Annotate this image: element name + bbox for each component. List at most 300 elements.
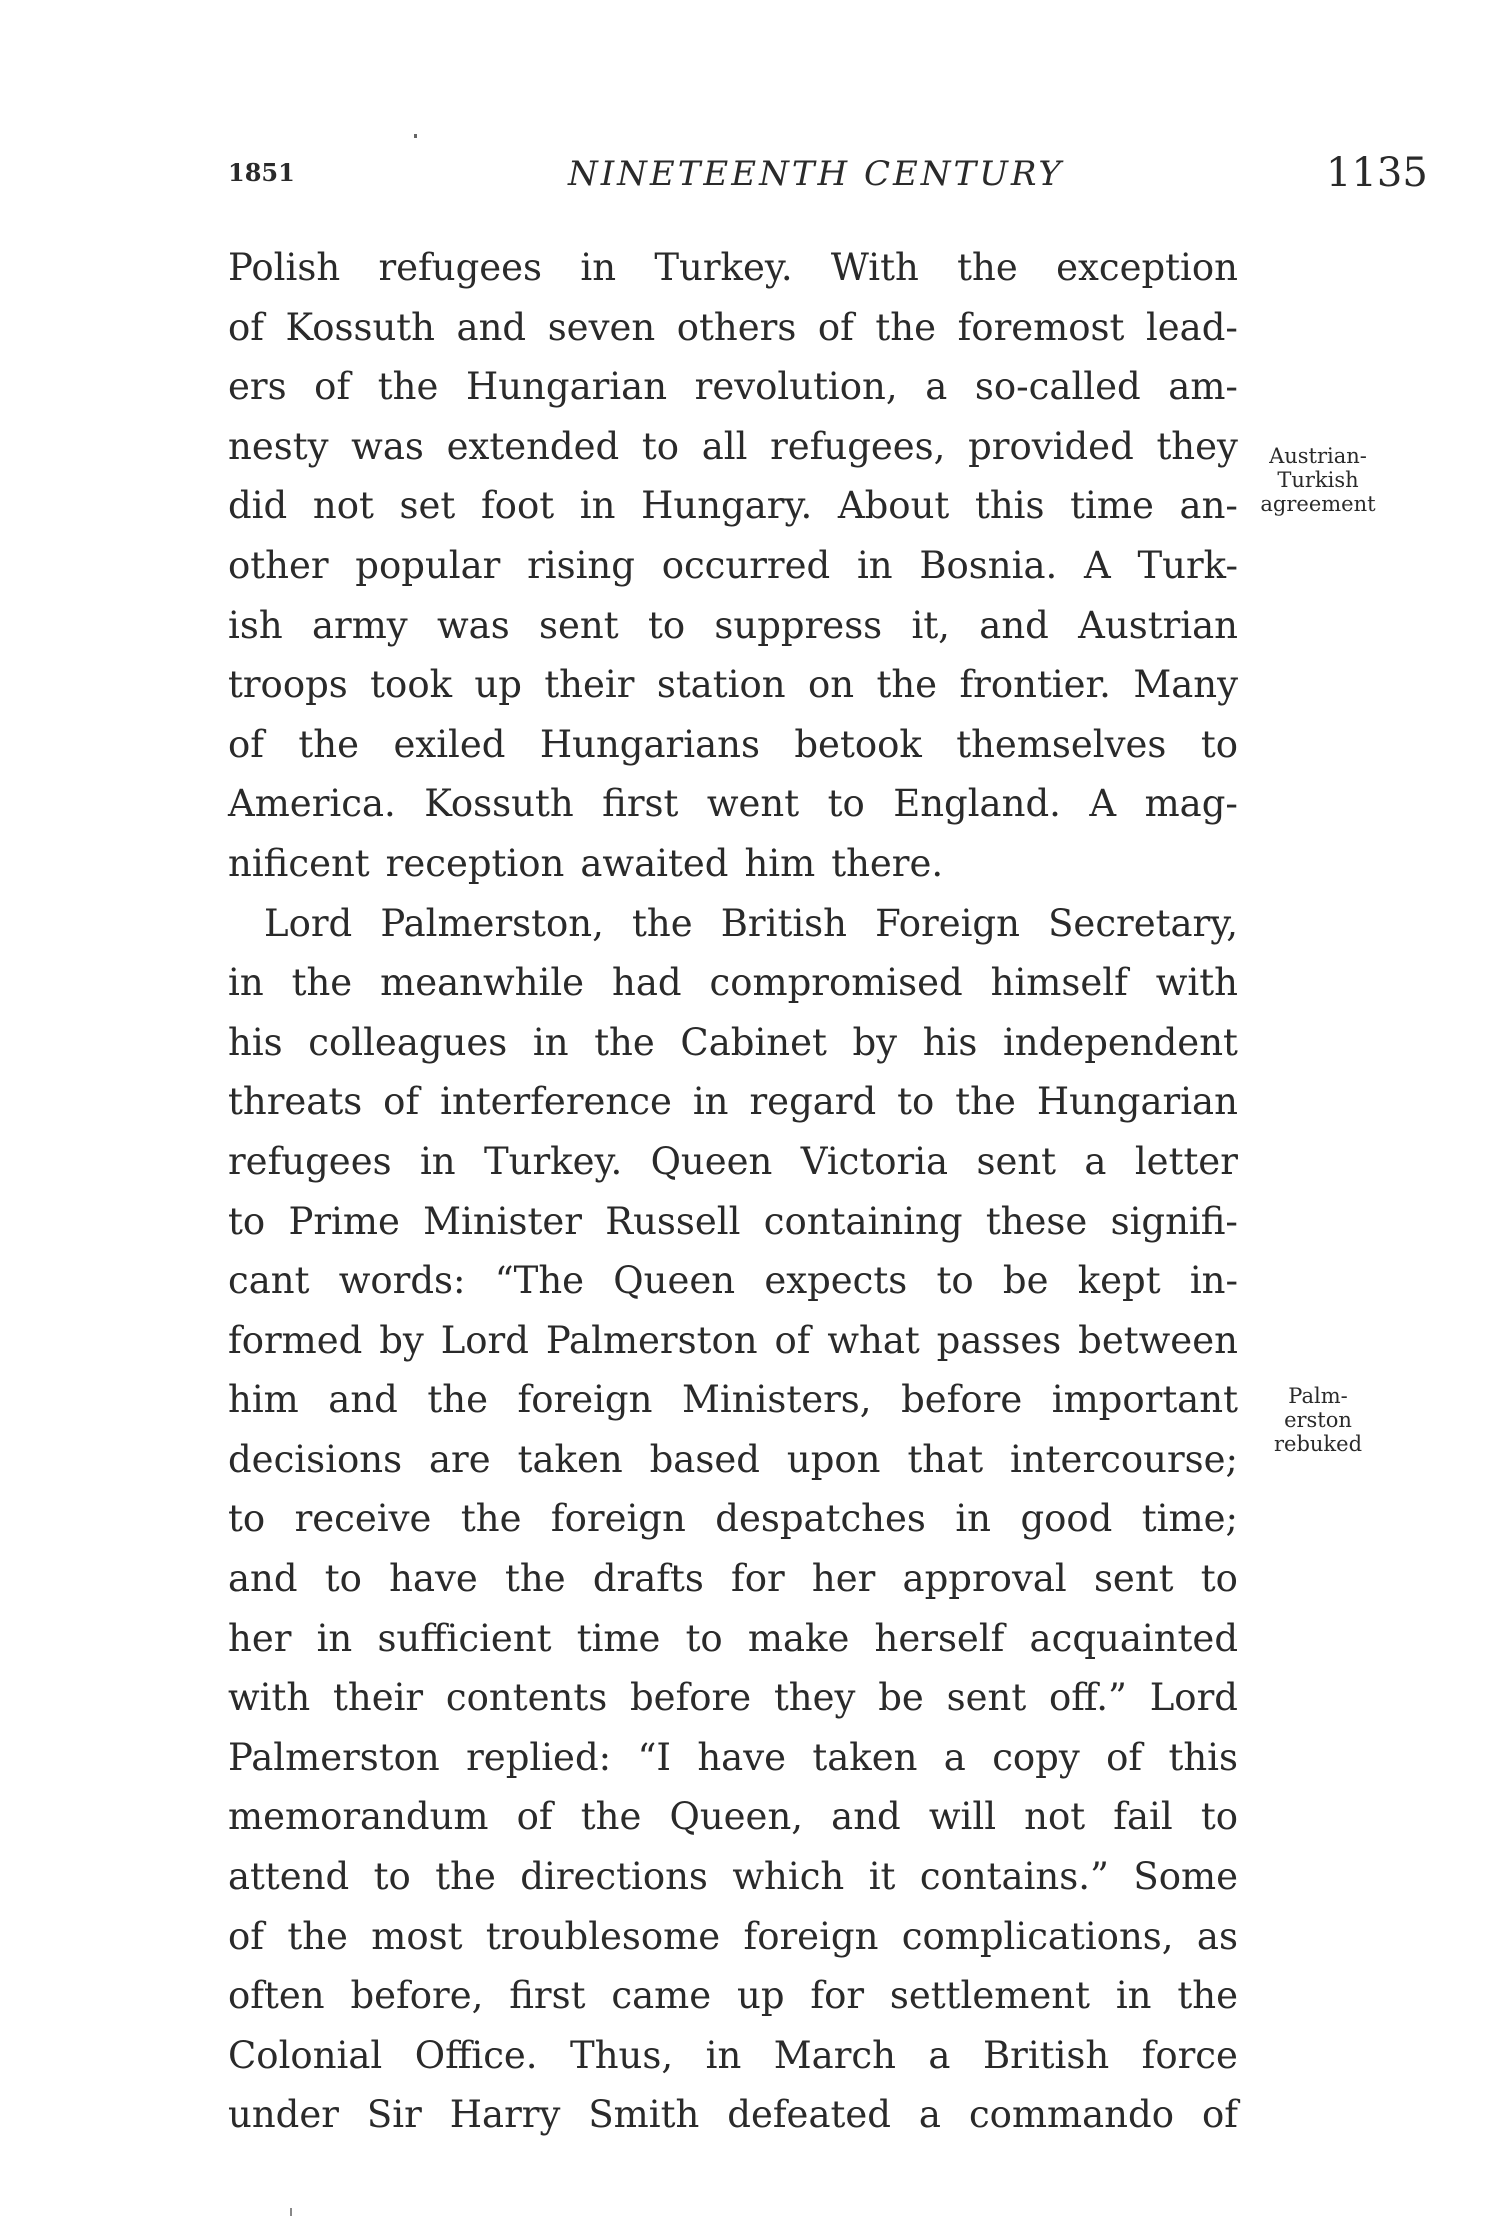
word: taken [517, 1437, 623, 1481]
text-line [228, 1907, 1238, 1967]
word: in [856, 543, 893, 587]
word: refugees, [770, 424, 946, 468]
word: ers [228, 365, 287, 409]
word: March [773, 2033, 896, 2077]
word: a [943, 1735, 966, 1779]
word: will [928, 1795, 997, 1839]
word: Many [1133, 663, 1238, 707]
word: commando [968, 2093, 1174, 2137]
word: of [516, 1795, 553, 1839]
word: Turkey. [483, 1139, 623, 1183]
word: “The [494, 1259, 585, 1303]
word: in [316, 1616, 353, 1660]
word: in [532, 1020, 569, 1064]
word: with [1155, 961, 1238, 1005]
word: others [676, 305, 797, 349]
text-line [228, 476, 1238, 536]
word: With [830, 246, 919, 289]
word: to [228, 1497, 266, 1541]
word: Victoria [800, 1139, 949, 1183]
word: Queen, [669, 1795, 804, 1839]
word: Kossuth [285, 305, 435, 349]
word: frontier. [959, 663, 1111, 707]
word: drafts [592, 1557, 704, 1601]
text-line [228, 1966, 1238, 2026]
word: A [1084, 543, 1111, 587]
word: Turkey. [654, 246, 793, 289]
word: containing [763, 1199, 963, 1243]
word: Queen [650, 1139, 773, 1183]
word: to [324, 1557, 362, 1601]
word: him [228, 1378, 299, 1422]
page-number: 1135 [1326, 150, 1428, 196]
word: to [936, 1259, 974, 1303]
word: complications, [901, 1914, 1174, 1958]
word: went [706, 782, 800, 826]
word: occurred [661, 543, 831, 587]
word: took [370, 663, 453, 707]
word: foremost [957, 305, 1125, 349]
text-line [228, 298, 1238, 358]
word: seven [547, 305, 656, 349]
word: foreign [550, 1497, 686, 1541]
word: and [456, 305, 527, 349]
word: taken [812, 1735, 918, 1779]
word: am- [1168, 365, 1238, 409]
word: the [435, 1855, 496, 1899]
word: Lord [440, 1318, 529, 1362]
text-line [228, 417, 1238, 477]
word: with [228, 1676, 311, 1720]
word: acquainted [1029, 1616, 1238, 1660]
text-line [228, 1549, 1238, 1609]
margin-note-line: rebuked [1273, 1432, 1363, 1456]
word: have [389, 1557, 478, 1601]
word: they [1156, 424, 1238, 468]
text-line [228, 834, 1238, 894]
word: awaited [580, 841, 729, 885]
word: troops [228, 663, 348, 707]
body-text [228, 238, 1238, 2145]
word: the [875, 305, 937, 349]
word: lead- [1145, 305, 1238, 349]
word: what [827, 1318, 920, 1362]
word: the [1177, 1974, 1238, 2018]
word: as [1196, 1914, 1238, 1958]
word: nesty [228, 424, 329, 468]
word: by [852, 1020, 898, 1064]
word: Secretary, [1048, 901, 1238, 945]
word: was [351, 424, 424, 468]
word: fail [1113, 1795, 1173, 1839]
word: other [228, 543, 329, 587]
word: sent [976, 1139, 1057, 1183]
word: defeated [727, 2093, 891, 2137]
text-line [228, 238, 1238, 298]
word: Prime [288, 1199, 400, 1243]
word: it [868, 1855, 896, 1899]
word: came [611, 1974, 712, 2018]
word: her [228, 1616, 292, 1660]
word: make [747, 1616, 850, 1660]
word: his [922, 1020, 978, 1064]
word: Hungarians [539, 722, 760, 766]
word: not [1024, 1795, 1086, 1839]
word: suppress [714, 603, 883, 647]
margin-note-line: agreement [1260, 492, 1376, 516]
word: Sir [366, 2093, 422, 2137]
text-line [228, 1370, 1238, 1430]
word: upon [786, 1437, 881, 1481]
word: Foreign [875, 901, 1020, 945]
word: of [228, 305, 264, 349]
word: Colonial [228, 2033, 383, 2077]
word: attend [228, 1855, 350, 1899]
word: Palmerston [545, 1318, 758, 1362]
word: despatches [715, 1497, 926, 1541]
word: ish [228, 603, 283, 647]
word: their [544, 663, 635, 707]
word: refugees [378, 246, 543, 289]
word: herself [874, 1616, 1005, 1660]
word: foreign [517, 1378, 653, 1422]
word: of [1201, 2093, 1238, 2137]
word: directions [520, 1855, 708, 1899]
word: force [1141, 2033, 1238, 2077]
word: of [817, 305, 854, 349]
text-line [228, 536, 1238, 596]
word: themselves [956, 722, 1167, 766]
word: exception [1056, 246, 1238, 289]
word: contains.” [919, 1855, 1109, 1899]
word: that [907, 1437, 984, 1481]
word: set [399, 484, 456, 528]
word: refugees [228, 1139, 392, 1183]
text-line [228, 357, 1238, 417]
word: based [649, 1437, 760, 1481]
text-line [228, 1192, 1238, 1252]
word: did [228, 484, 288, 528]
word: in [579, 484, 616, 528]
word: foot [480, 484, 555, 528]
text-line [228, 1072, 1238, 1132]
text-line [228, 1728, 1238, 1788]
word: About [837, 484, 950, 528]
word: for [731, 1557, 785, 1601]
word: under [228, 2093, 339, 2137]
word: this [1168, 1735, 1238, 1779]
word: in [1115, 1974, 1152, 2018]
word: to [897, 1080, 935, 1124]
word: settlement [889, 1974, 1090, 2018]
word: regard [749, 1080, 877, 1124]
word: Ministers, [681, 1378, 872, 1422]
text-line [228, 1430, 1238, 1490]
text-line [228, 596, 1238, 656]
word: up [736, 1974, 785, 2018]
word: good [1020, 1497, 1113, 1541]
word: be [1002, 1259, 1049, 1303]
word: this [974, 484, 1045, 528]
margin-note-line: Palm- [1288, 1384, 1348, 1408]
word: betook [794, 722, 922, 766]
word: signifi- [1110, 1199, 1238, 1243]
word: the [287, 1914, 348, 1958]
margin-note-line: erston [1284, 1408, 1352, 1432]
word: provided [968, 424, 1134, 468]
word: foreign [743, 1914, 879, 1958]
word: Austrian [1078, 603, 1238, 647]
word: Smith [588, 2093, 700, 2137]
word: England. [893, 782, 1061, 826]
word: contents [445, 1676, 608, 1720]
word: letter [1134, 1139, 1238, 1183]
word: Queen [613, 1259, 736, 1303]
word: are [429, 1437, 491, 1481]
word: memorandum [228, 1795, 489, 1839]
word: kept [1077, 1259, 1161, 1303]
word: of [774, 1318, 811, 1362]
word: the [427, 1378, 488, 1422]
word: copy [992, 1735, 1080, 1779]
text-line [228, 1013, 1238, 1073]
word: Some [1133, 1855, 1238, 1899]
text-line [228, 655, 1238, 715]
word: time; [1141, 1497, 1238, 1541]
word: Russell [605, 1199, 741, 1243]
word: to [1200, 722, 1238, 766]
word: Kossuth [424, 782, 574, 826]
word: of [228, 1914, 264, 1958]
text-line [228, 2026, 1238, 2086]
word: rising [527, 543, 635, 587]
word: Minister [423, 1199, 582, 1243]
word: intercourse; [1010, 1437, 1238, 1481]
word: the [291, 961, 353, 1005]
word: had [611, 961, 682, 1005]
word: on [807, 663, 855, 707]
word: replied: [466, 1735, 612, 1779]
word: to [1200, 1557, 1238, 1601]
text-line [228, 1132, 1238, 1192]
word: the [632, 901, 693, 945]
word: sent [539, 603, 619, 647]
word: Lord [264, 901, 353, 945]
word: sent [946, 1676, 1027, 1720]
word: the [505, 1557, 566, 1601]
margin-note-line: Austrian- [1269, 444, 1367, 468]
text-line [228, 1251, 1238, 1311]
word: Lord [1149, 1676, 1238, 1720]
word: the [594, 1020, 655, 1064]
word: his [228, 1020, 283, 1064]
word: of [314, 365, 351, 409]
word: receive [294, 1497, 432, 1541]
word: the [876, 663, 938, 707]
text-line [228, 2085, 1238, 2145]
word: mag- [1144, 782, 1238, 826]
word: in [419, 1139, 456, 1183]
word: a [1084, 1139, 1107, 1183]
word: Bosnia. [919, 543, 1058, 587]
margin-note-line: Turkish [1277, 468, 1359, 492]
word: meanwhile [380, 961, 585, 1005]
word: the [580, 1795, 642, 1839]
text-line [228, 1787, 1238, 1847]
word: nificent [228, 841, 370, 885]
word: station [656, 663, 786, 707]
word: was [437, 603, 510, 647]
text-line [228, 774, 1238, 834]
word: army [311, 603, 408, 647]
word: before, [350, 1974, 484, 2018]
word: which [732, 1855, 845, 1899]
word: in [705, 2033, 742, 2077]
word: so-called [974, 365, 1141, 409]
word: off.” [1049, 1676, 1127, 1720]
text-line [228, 1847, 1238, 1907]
word: and [831, 1795, 901, 1839]
word: for [810, 1974, 865, 2018]
word: be [878, 1676, 924, 1720]
word: before [901, 1378, 1023, 1422]
word: Hungary. [641, 484, 813, 528]
word: to [647, 603, 686, 647]
margin-note-austrian-turkish-agreement [1248, 444, 1388, 516]
word: independent [1002, 1020, 1238, 1064]
word: to [228, 1199, 266, 1243]
word: her [811, 1557, 876, 1601]
word: formed [228, 1318, 363, 1362]
word: up [474, 663, 522, 707]
word: time [576, 1616, 661, 1660]
word: in- [1189, 1259, 1238, 1303]
word: a [925, 365, 948, 409]
word: first [602, 782, 679, 826]
header-year: 1851 [228, 158, 295, 187]
word: these [985, 1199, 1088, 1243]
text-line [228, 1609, 1238, 1669]
margin-note-palmerston-rebuked [1248, 1384, 1388, 1456]
word: and [979, 603, 1049, 647]
word: extended [446, 424, 620, 468]
word: reception [385, 841, 565, 885]
word: between [1078, 1318, 1238, 1362]
word: in [228, 961, 264, 1005]
word: a [918, 2093, 941, 2137]
word: to [827, 782, 865, 826]
word: of [383, 1080, 420, 1124]
word: important [1051, 1378, 1238, 1422]
word: colleagues [308, 1020, 508, 1064]
word: first [509, 1974, 586, 2018]
word: time [1070, 484, 1154, 528]
word: often [228, 1974, 325, 2018]
word: popular [355, 543, 501, 587]
word: an- [1179, 484, 1238, 528]
word: a [928, 2033, 951, 2077]
word: to [373, 1855, 411, 1899]
word: Hungarian [465, 365, 668, 409]
word: and [228, 1557, 298, 1601]
text-line [228, 1311, 1238, 1371]
word: the [460, 1497, 522, 1541]
word: by [379, 1318, 424, 1362]
text-line [228, 715, 1238, 775]
word: Palmerston [228, 1735, 440, 1779]
word: revolution, [694, 365, 898, 409]
word: the [955, 1080, 1016, 1124]
word: expects [764, 1259, 908, 1303]
word: threats [228, 1080, 363, 1124]
word: of [228, 722, 264, 766]
word: the [957, 246, 1018, 289]
word: Turk- [1137, 543, 1238, 587]
word: troublesome [485, 1914, 721, 1958]
word: before [630, 1676, 752, 1720]
word: Harry [449, 2093, 561, 2137]
ink-speck [414, 134, 417, 138]
word: decisions [228, 1437, 403, 1481]
running-header [0, 150, 1512, 200]
word: British [982, 2033, 1110, 2077]
word: Polish [228, 246, 341, 289]
word: in [955, 1497, 991, 1541]
word: they [773, 1676, 856, 1720]
word: him [744, 841, 816, 885]
word: Palmerston, [380, 901, 604, 945]
text-line [228, 894, 1238, 954]
word: cant [228, 1259, 310, 1303]
word: the [298, 722, 360, 766]
word: there. [831, 841, 944, 885]
word: to [685, 1616, 723, 1660]
word: their [333, 1676, 424, 1720]
word: have [697, 1735, 787, 1779]
word: words: [338, 1259, 466, 1303]
word: sent [1093, 1557, 1174, 1601]
word: compromised [709, 961, 963, 1005]
word: most [371, 1914, 463, 1958]
word: sufficient [377, 1616, 552, 1660]
word: to [1200, 1795, 1238, 1839]
word: passes [936, 1318, 1062, 1362]
word: of [1106, 1735, 1143, 1779]
word: exiled [393, 722, 506, 766]
ink-speck [290, 2208, 292, 2216]
word: British [720, 901, 847, 945]
word: all [701, 424, 748, 468]
word: in [580, 246, 617, 289]
word: the [377, 365, 439, 409]
word: in [692, 1080, 729, 1124]
word: Office. [414, 2033, 538, 2077]
word: “I [637, 1735, 671, 1779]
word: interference [440, 1080, 672, 1124]
word: it, [911, 603, 950, 647]
header-title: NINETEENTH CENTURY [568, 154, 1064, 194]
text-line [228, 1489, 1238, 1549]
word: A [1089, 782, 1117, 826]
text-line [228, 953, 1238, 1013]
word: Thus, [570, 2033, 674, 2077]
word: Hungarian [1036, 1080, 1238, 1124]
word: approval [902, 1557, 1067, 1601]
word: America. [228, 782, 396, 826]
text-line [228, 1668, 1238, 1728]
word: and [328, 1378, 398, 1422]
word: Cabinet [680, 1020, 827, 1064]
